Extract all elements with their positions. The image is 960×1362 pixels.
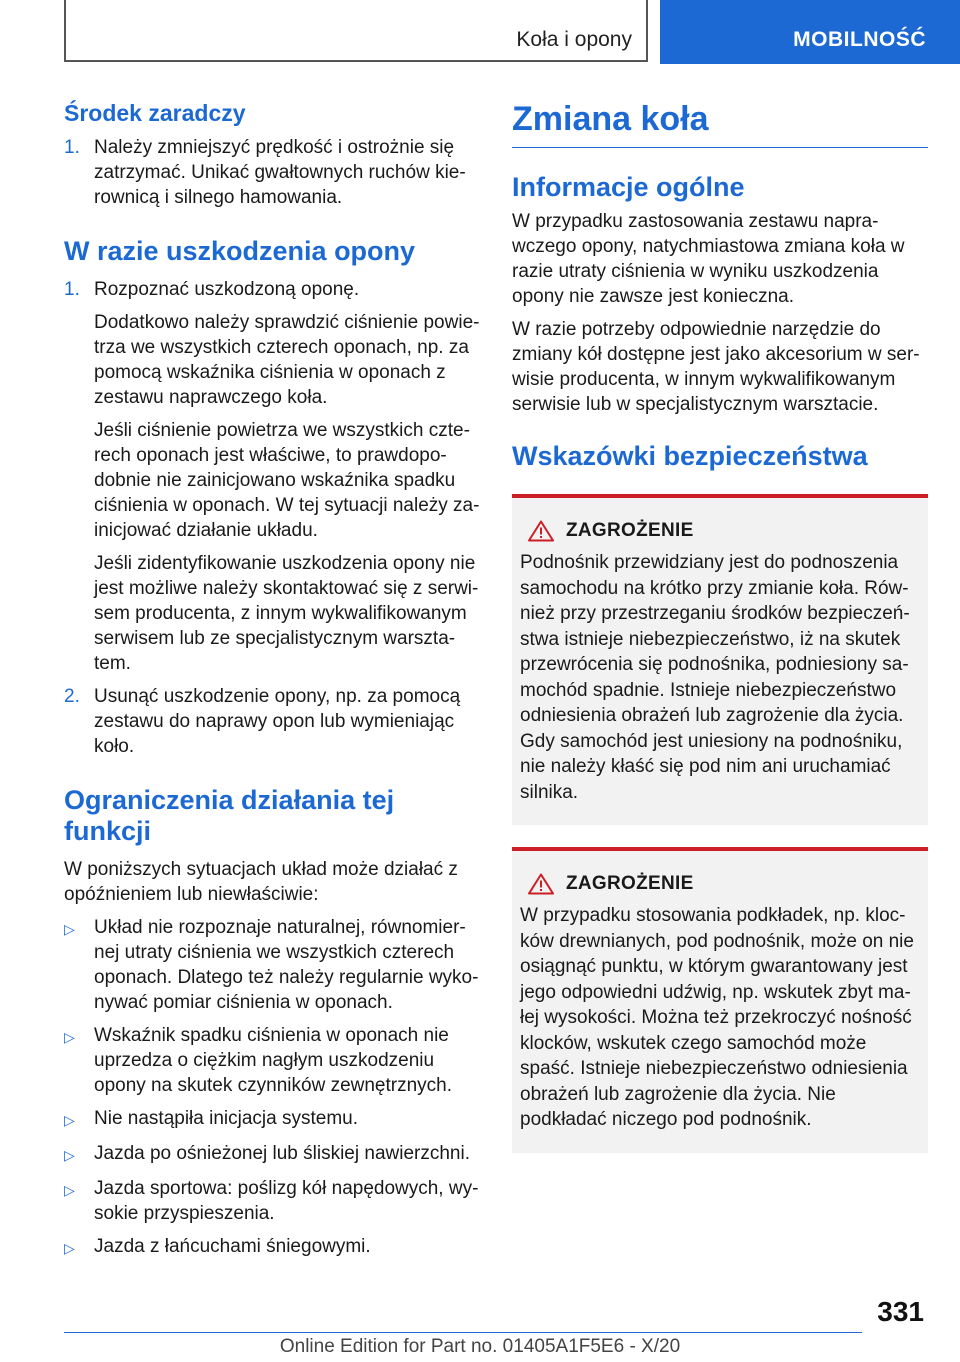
item-number: 2. [64,686,80,707]
danger-text: W przypadku stosowania podkładek, np. klocków drewnianych, pod podnośnik, może on nie osiągnąć punktu, w którym gwarantowany jest jego odpowiedni udźwig, np. wskutek zbyt małej wysokości. Można też przekroczyć nośność klocków, wskutek czego samochód może spaść. Istnieje niebezpieczeństwo odniesienia obrażeń lub zagrożenie dla życia. Nie podkładać niczego pod podnośnik. [520,905,914,1130]
item-text: Jeśli zidentyfikowanie uszkodzenia opony nie jest możliwe należy skontaktować się z serwisem producenta, z innym wykwalifikowanym serwisem lub ze specjalistycznym warsztatem. [94,553,479,674]
bullet-text: Nie nastąpiła inicjacja systemu. [94,1108,359,1129]
section-tab[interactable]: MOBILNOŚĆ [660,0,960,64]
header-chapter-box [64,0,648,62]
limits-heading: Ograniczenia działania tej funkcji [64,785,395,846]
danger-box [512,847,928,1153]
right-column [512,100,928,1153]
list-item [64,1234,480,1261]
footer-divider [64,1332,862,1333]
danger-box [512,494,928,825]
list-item [64,915,480,1015]
remedy-heading: Środek zaradczy [64,100,246,126]
danger-label: ZAGROŻENIE [566,873,694,894]
remedy-list [64,135,480,210]
bullet-text: Jazda sportowa: poślizg kół napędowych, wysokie przyspieszenia. [94,1178,479,1224]
triangle-bullet-icon: ▷ [64,921,75,937]
list-item [64,1176,480,1226]
damage-list [64,277,480,759]
item-number: 1. [64,279,80,300]
warning-triangle-icon [528,873,554,895]
triangle-bullet-icon: ▷ [64,1240,75,1256]
footer-edition: Online Edition for Part no. 01405A1F5E6 - X/20 [279,1336,681,1357]
limits-list [64,915,480,1261]
chapter-title: Koła i opony [516,28,632,51]
left-column [64,100,480,1269]
list-item [64,277,480,676]
item-text: Usunąć uszkodzenie opony, np. za pomocą zestawu do naprawy opon lub wymieniając koło. [94,686,461,757]
page-number: 331 [877,1296,924,1327]
safety-heading: Wskazówki bezpieczeństwa [512,441,868,471]
bullet-text: Jazda po ośnieżonej lub śliskiej nawierzchni. [94,1143,470,1164]
triangle-bullet-icon: ▷ [64,1029,75,1045]
damage-heading: W razie uszkodzenia opony [64,236,416,266]
page-title: Zmiana koła [512,100,928,148]
list-item [64,1023,480,1098]
item-number: 1. [64,137,80,158]
list-item [64,135,480,210]
general-paragraph: W przypadku zastosowania zestawu naprawczego opony, natychmiastowa zmiana koła w razie utraty ciśnienia w wyniku uszkodzenia opony nie zawsze jest konieczna. [512,211,905,307]
list-item [64,1141,480,1168]
limits-intro: W poniższych sytuacjach układ może działać z opóźnieniem lub niewłaściwie: [64,859,458,905]
general-heading: Informacje ogólne [512,172,745,202]
list-item [64,1106,480,1133]
list-item [64,684,480,759]
item-text: Dodatkowo należy sprawdzić ciśnienie powietrza we wszystkich czterech oponach, np. za pomocą wskaźnika ciśnienia w oponach z zestawu naprawczego koła. [94,312,480,408]
bullet-text: Układ nie rozpoznaje naturalnej, równomiernej utraty ciśnienia we wszystkich czterech oponach. Dlatego też należy regularnie wykonywać pomiar ciśnienia w oponach. [94,917,479,1013]
bullet-text: Jazda z łańcuchami śniegowymi. [94,1236,371,1257]
bullet-text: Wskaźnik spadku ciśnienia w oponach nie uprzedza o ciężkim nagłym uszkodzeniu opony na skutek czynników zewnętrznych. [94,1025,453,1096]
item-text: Należy zmniejszyć prędkość i ostrożnie się zatrzymać. Unikać gwałtownych ruchów kierownicą i silnego hamowania. [94,137,466,208]
item-text: Rozpoznać uszkodzoną oponę. [94,279,360,300]
triangle-bullet-icon: ▷ [64,1112,75,1128]
triangle-bullet-icon: ▷ [64,1182,75,1198]
danger-label: ZAGROŻENIE [566,520,694,541]
general-paragraph: W razie potrzeby odpowiednie narzędzie do zmiany kół dostępne jest jako akcesorium w serwisie producenta, w innym wykwalifikowanym serwisie lub w specjalistycznym warsztacie. [512,319,920,415]
danger-text: Podnośnik przewidziany jest do podnoszenia samochodu na krótko przy zmianie koła. Również przy przestrzeganiu środków bezpieczeństwa istnieje niebezpieczeństwo, iż na skutek przewrócenia się podnośnika, podniesiony samochód spadnie. Istnieje niebezpieczeństwo odniesienia obrażeń lub zagrożenie dla życia. Gdy samochód jest uniesiony na podnośniku, nie należy kłaść się pod nim ani uruchamiać silnika. [520,552,910,803]
item-text: Jeśli ciśnienie powietrza we wszystkich czterech oponach jest właściwe, to prawdopodobnie nie zainicjowano wskaźnika spadku ciśnienia w oponach. W tej sytuacji należy zainicjować działanie układu. [94,420,480,541]
triangle-bullet-icon: ▷ [64,1147,75,1163]
warning-triangle-icon [528,520,554,542]
